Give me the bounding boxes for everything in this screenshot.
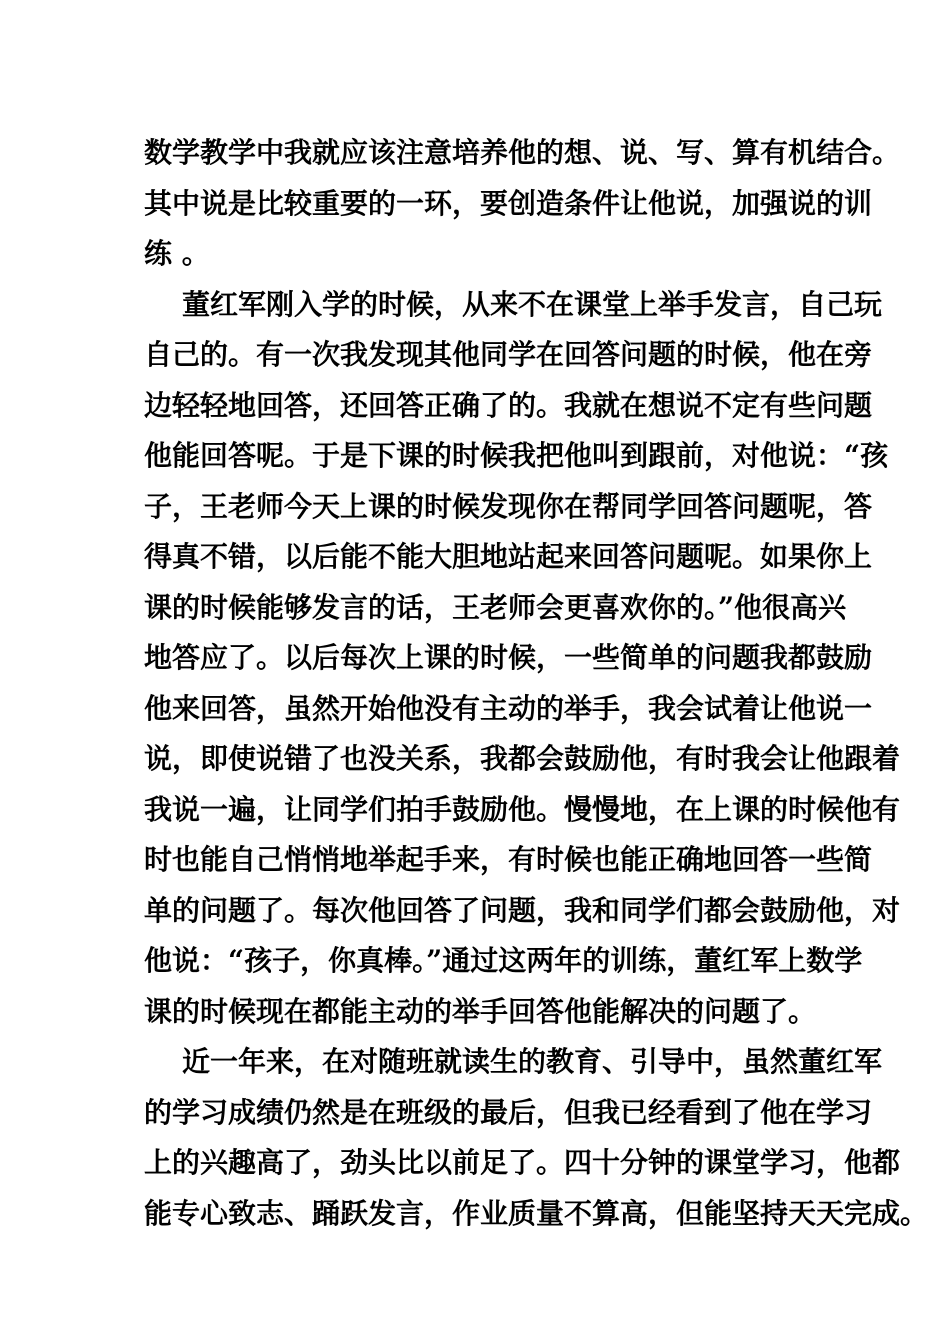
text-line: 课的时候能够发言的话，王老师会更喜欢你的。”他很高兴 — [144, 590, 847, 624]
text-line: 董红军刚入学的时候，从来不在课堂上举手发言，自己玩 — [182, 287, 883, 321]
text-line: 得真不错，以后能不能大胆地站起来回答问题呢。如果你上 — [144, 540, 873, 573]
text-line: 边轻轻地回答，还回答正确了的。我就在想说不定有些问题 — [144, 388, 873, 422]
text-line: 说，即使说错了也没关系，我都会鼓励他，有时我会让他跟着 — [144, 742, 901, 775]
text-line: 地答应了。以后每次上课的时候，一些简单的问题我都鼓励 — [144, 641, 873, 674]
text-line: 他说：“孩子，你真棒。”通过这两年的训练，董红军上数学 — [144, 944, 863, 977]
text-line: 其中说是比较重要的一环，要创造条件让他说，加强说的训 — [144, 186, 873, 220]
text-line: 自己的。有一次我发现其他同学在回答问题的时候，他在旁 — [144, 338, 873, 371]
text-line: 我说一遍，让同学们拍手鼓励他。慢慢地，在上课的时候他有 — [144, 792, 901, 826]
text-line: 能专心致志、踊跃发言，作业质量不算高，但能坚持天天完成。 — [144, 1196, 929, 1230]
text-line: 上的兴趣高了，劲头比以前足了。四十分钟的课堂学习，他都 — [144, 1146, 901, 1179]
text-line: 的学习成绩仍然是在班级的最后，但我已经看到了他在学习 — [144, 1095, 873, 1129]
text-line: 时也能自己悄悄地举起手来，有时候也能正确地回答一些简 — [144, 843, 873, 876]
text-line: 练 。 — [144, 237, 210, 270]
text-line: 数学教学中我就应该注意培养他的想、说、写、算有机结合。 — [144, 136, 901, 169]
text-line: 单的问题了。每次他回答了问题，我和同学们都会鼓励他，对 — [144, 893, 901, 927]
body-text — [144, 128, 929, 1239]
text-line: 课的时候现在都能主动的举手回答他能解决的问题了。 — [144, 994, 817, 1028]
text-line: 近一年来，在对随班就读生的教育、引导中，虽然董红军 — [182, 1045, 883, 1078]
text-line: 他来回答，虽然开始他没有主动的举手，我会试着让他说一 — [144, 691, 873, 725]
text-line: 子，王老师今天上课的时候发现你在帮同学回答问题呢，答 — [144, 489, 873, 523]
text-line: 他能回答呢。于是下课的时候我把他叫到跟前，对他说：“孩 — [144, 439, 889, 472]
